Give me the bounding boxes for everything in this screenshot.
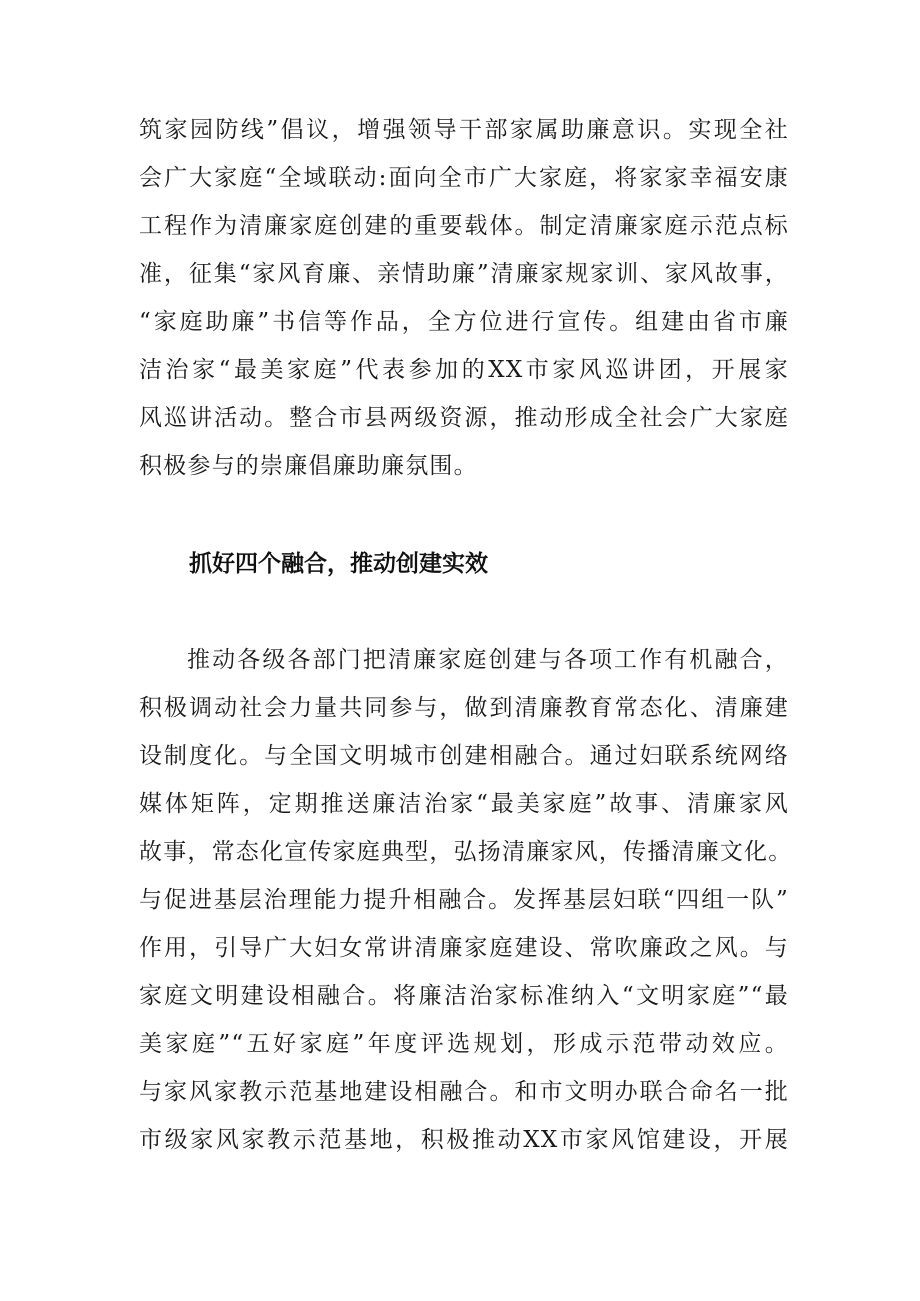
paragraph-line: 筑家园防线”倡议，增强领导干部家属助廉意识。实现全社 [139,117,789,143]
paragraph-line: 会广大家庭“全域联动:面向全市广大家庭，将家家幸福安康 [139,165,789,191]
paragraph-four-integrations [139,636,793,1164]
paragraph-family-linkage [139,106,789,490]
paragraph-line: 与家风家教示范基地建设相融合。和市文明办联合命名一批 [139,1079,789,1105]
paragraph-line: 推动各级各部门把清廉家庭创建与各项工作有机融合， [187,647,789,673]
paragraph-line: 作用，引导广大妇女常讲清廉家庭建设、常吹廉政之风。与 [139,935,789,961]
paragraph-line: “家庭助廉”书信等作品，全方位进行宣传。组建由省市廉 [139,309,789,335]
paragraph-line: 家庭文明建设相融合。将廉洁治家标准纳入“文明家庭”“最 [139,983,789,1009]
paragraph-line: 洁治家“最美家庭”代表参加的XX市家风巡讲团，开展家 [139,357,789,383]
paragraph-line: 积极调动社会力量共同参与，做到清廉教育常态化、清廉建 [139,695,789,721]
paragraph-line: 设制度化。与全国文明城市创建相融合。通过妇联系统网络 [139,743,789,769]
paragraph-line: 媒体矩阵，定期推送廉洁治家“最美家庭”故事、清廉家风 [139,791,789,817]
paragraph-line: 与促进基层治理能力提升相融合。发挥基层妇联“四组一队” [139,887,789,913]
paragraph-line: 积极参与的崇廉倡廉助廉氛围。 [139,453,478,479]
paragraph-line: 风巡讲活动。整合市县两级资源，推动形成全社会广大家庭 [139,405,789,431]
section-heading: 抓好四个融合，推动创建实效 [189,551,488,577]
paragraph-line: 故事，常态化宣传家庭典型，弘扬清廉家风，传播清廉文化。 [139,839,793,865]
paragraph-line: 工程作为清廉家庭创建的重要载体。制定清廉家庭示范点标 [139,213,789,239]
paragraph-line: 准，征集“家风育廉、亲情助廉”清廉家规家训、家风故事， [139,261,789,287]
paragraph-line: 美家庭”“五好家庭”年度评选规划，形成示范带动效应。 [139,1031,789,1057]
paragraph-line: 市级家风家教示范基地，积极推动XX市家风馆建设，开展 [139,1127,789,1153]
